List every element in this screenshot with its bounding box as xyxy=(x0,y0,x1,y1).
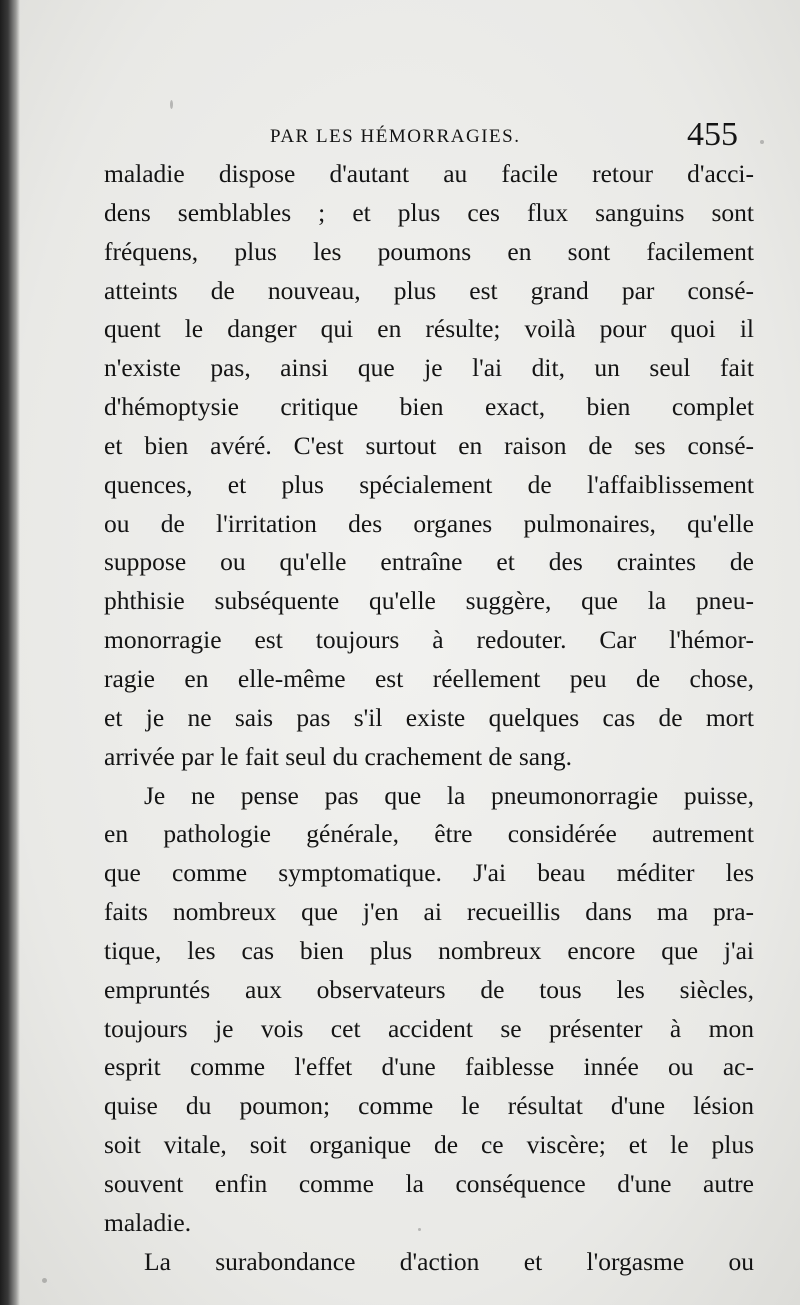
text-line: empruntés aux observateurs de tous les siècles, xyxy=(104,974,754,1004)
text-line: soit vitale, soit organique de ce viscère; et le plus xyxy=(104,1130,754,1160)
page-header xyxy=(104,118,744,158)
text-line: arrivée par le fait seul du crachement de sang. xyxy=(104,741,572,771)
text-line: souvent enfin comme la conséquence d'une autre xyxy=(104,1168,754,1198)
text-line: ou de l'irritation des organes pulmonaires, qu'elle xyxy=(104,508,754,538)
text-line: quent le danger qui en résulte; voilà pour quoi il xyxy=(104,314,754,344)
page-spine-shadow xyxy=(0,0,20,1305)
text-line: quences, et plus spécialement de l'affaiblissement xyxy=(104,469,754,499)
text-line: phthisie subséquente qu'elle suggère, que la pneu- xyxy=(104,586,754,616)
text-line: en pathologie générale, être considérée autrement xyxy=(104,819,754,849)
text-line: et je ne sais pas s'il existe quelques cas de mort xyxy=(104,702,754,732)
text-line: n'existe pas, ainsi que je l'ai dit, un seul fait xyxy=(104,353,754,383)
text-line: maladie dispose d'autant au facile retour d'acci- xyxy=(104,159,754,188)
text-line: toujours je vois cet accident se présenter à mon xyxy=(104,1013,754,1043)
text-line: que comme symptomatique. J'ai beau méditer les xyxy=(104,858,754,888)
text-line: ragie en elle-même est réellement peu de chose, xyxy=(104,663,754,693)
text-line: monorragie est toujours à redouter. Car l'hémor- xyxy=(104,625,754,655)
text-line: fréquens, plus les poumons en sont facilement xyxy=(104,236,754,266)
text-line: esprit comme l'effet d'une faiblesse innée ou ac- xyxy=(104,1052,754,1082)
text-line: tique, les cas bien plus nombreux encore que j'ai xyxy=(104,935,754,965)
text-line: maladie. xyxy=(104,1207,192,1237)
text-line: suppose ou qu'elle entraîne et des craintes de xyxy=(104,547,754,577)
ink-speck xyxy=(170,100,173,109)
page-number: 455 xyxy=(687,116,738,153)
text-line: et bien avéré. C'est surtout en raison de ses consé- xyxy=(104,430,754,460)
text-line: atteints de nouveau, plus est grand par consé- xyxy=(104,275,754,305)
ink-speck xyxy=(760,140,764,144)
text-line: d'hémoptysie critique bien exact, bien complet xyxy=(104,392,754,422)
paragraph-first-line: Je ne pense pas que la pneumonorragie puisse, xyxy=(144,780,754,810)
ink-speck xyxy=(42,1278,47,1283)
body-text xyxy=(104,155,754,1281)
running-title: PAR LES HÉMORRAGIES. xyxy=(270,126,521,147)
paragraph-first-line: La surabondance d'action et l'orgasme ou xyxy=(144,1246,754,1276)
text-line: dens semblables ; et plus ces flux sanguins sont xyxy=(104,197,754,227)
text-line: faits nombreux que j'en ai recueillis dans ma pra- xyxy=(104,897,754,927)
text-line: quise du poumon; comme le résultat d'une lésion xyxy=(104,1091,754,1121)
